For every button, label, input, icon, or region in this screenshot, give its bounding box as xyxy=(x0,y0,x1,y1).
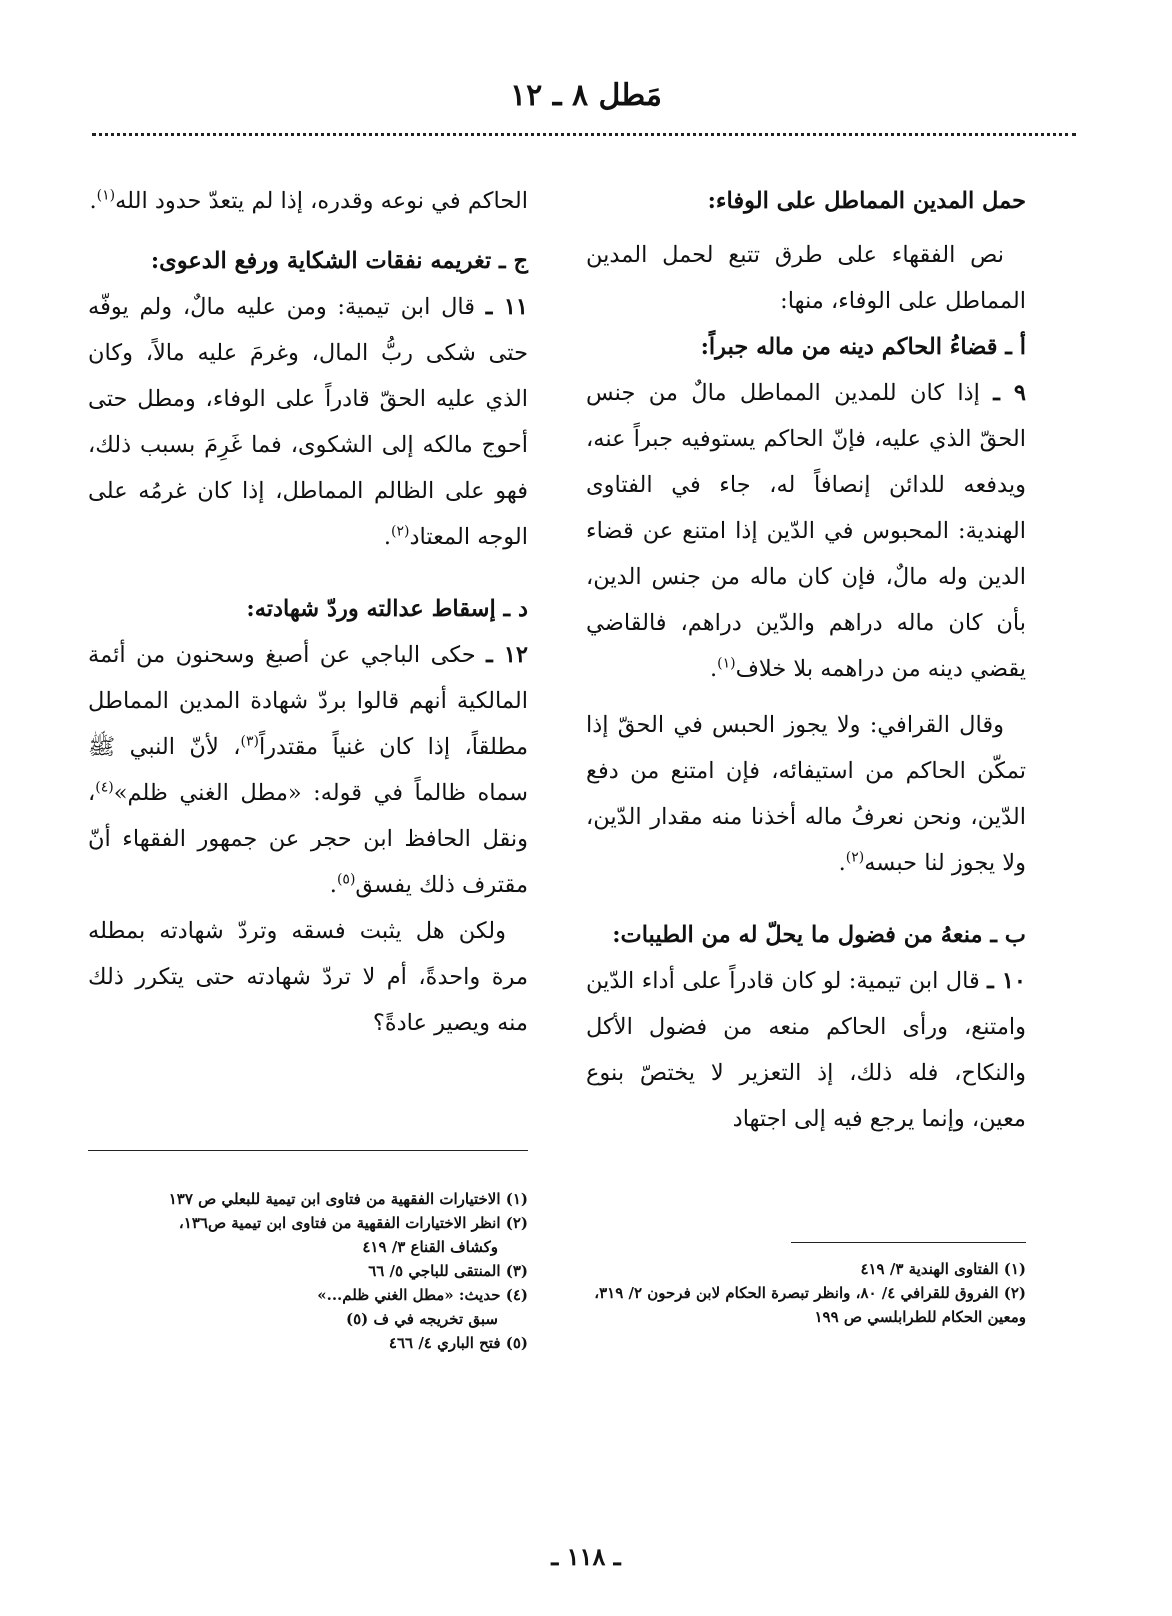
footnote-ref: (٤) xyxy=(95,779,114,796)
footnote-ref: (٢) xyxy=(845,849,865,866)
paragraph-text: إذا كان للمدين المماطل مالٌ من جنس الحقّ الذي عليه، فإنّ الحاكم يستوفيه جبراً عنه، ويدفعه للدائن إنصافاً له، جاء في الفتاوى الهندية: المحبوس في الدّين إذا امتنع عن قضاء الدين وله مالٌ، فإن كان ماله من جنس الدين، بأن كان ماله دراهم والدّين دراهم، فالقاضي يقضي دينه من دراهمه بلا خلاف xyxy=(586,380,1026,682)
left-footnotes xyxy=(88,1150,528,1355)
paragraph: الحاكم في نوعه وقدره، إذا لم يتعدّ حدود الله$^{(١)}$. xyxy=(89,187,528,214)
subsection-heading: ب ـ منعهُ من فضول ما يحلّ له من الطيبات: xyxy=(612,922,1026,948)
footnote: (٢) انظر الاختيارات الفقهية من فتاوى ابن تيمية ص١٣٦، xyxy=(178,1214,528,1232)
paragraph: ١١ ـ قال ابن تيمية: ومن عليه مالٌ، ولم يوفّه حتى شكى ربُّ المال، وغرمَ عليه مالاً، وكان الذي عليه الحقّ قادراً على الوفاء، ومطل حتى أحوج مالكه إلى الشكوى، فما غَرِمَ بسبب ذلك، فهو على الظالم المماطل، إذا كان غرمُه على الوجه المعتاد$^{(٢)}$. xyxy=(88,294,528,550)
subsection-heading: أ ـ قضاءُ الحاكم دينه من ماله جبراً: xyxy=(700,334,1026,360)
footnote: (٣) المنتقى للباجي ٥/ ٦٦ xyxy=(368,1262,528,1280)
footnote-ref: (٣) xyxy=(240,733,259,750)
paragraph: ٩ ـ إذا كان للمدين المماطل مالٌ من جنس الحقّ الذي عليه، فإنّ الحاكم يستوفيه جبراً عنه، ويدفعه للدائن إنصافاً له، جاء في الفتاوى الهندية: المحبوس في الدّين إذا امتنع عن قضاء الدين وله مالٌ، فإن كان ماله من جنس الدين، بأن كان ماله دراهم والدّين دراهم، فالقاضي يقضي دينه من دراهمه بلا خلاف$^{(١)}$. xyxy=(586,380,1026,682)
page-number: ـ ١١٨ ـ xyxy=(551,1542,621,1571)
paragraph-text: وقال القرافي: ولا يجوز الحبس في الحقّ إذا تمكّن الحاكم من استيفائه، فإن امتنع من دفع الدّين، ونحن نعرفُ ماله أخذنا منه مقدار الدّين، ولا يجوز لنا حبسه xyxy=(586,712,1026,876)
footnote: (٥) فتح الباري ٤/ ٤٦٦ xyxy=(388,1334,528,1352)
right-footnotes xyxy=(586,1242,1026,1329)
section-heading: حمل المدين المماطل على الوفاء: xyxy=(707,188,1026,214)
paragraph-number: ١٢ ـ xyxy=(486,642,528,668)
footnote-ref: (١) xyxy=(717,655,736,672)
footnote-ref: (٥) xyxy=(336,871,356,888)
paragraph-text: قال ابن تيمية: لو كان قادراً على أداء الدّين وامتنع، ورأى الحاكم منعه من فضول الأكل والنكاح، فله ذلك، إذ التعزير لا يختصّ بنوع معين، وإنما يرجع فيه إلى اجتهاد xyxy=(586,968,1026,1132)
footnote: (١) الاختيارات الفقهية من فتاوى ابن تيمية للبعلي ص ١٣٧ xyxy=(168,1190,528,1208)
paragraph: ١٢ ـ حكى الباجي عن أصبغ وسحنون من أئمة المالكية أنهم قالوا بردّ شهادة المدين المماطل مطلقاً، إذا كان غنياً مقتدراً$^{(٣)}$، لأنّ النبي ﷺ سماه ظالماً في قوله: «مطل الغني ظلم»$^{(٤)}$، ونقل الحافظ ابن حجر عن جمهور الفقهاء أنّ مقترف ذلك يفسق$^{(٥)}$. xyxy=(88,642,528,898)
subsection-heading: د ـ إسقاط عدالته وردّ شهادته: xyxy=(246,596,528,622)
paragraph-text: ، لأنّ النبي ﷺ سماه ظالماً في قوله: «مطل الغني ظلم» xyxy=(88,734,528,806)
paragraph-number: ٩ ـ xyxy=(993,380,1026,406)
paragraph-text: حكى الباجي عن أصبغ وسحنون من أئمة المالكية أنهم قالوا بردّ شهادة المدين المماطل مطلقاً، إذا كان غنياً مقتدراً xyxy=(88,642,528,760)
footnote: وكشاف القناع ٣/ ٤١٩ xyxy=(362,1238,498,1256)
footnote-rule xyxy=(791,1242,1026,1243)
paragraph-text: قال ابن تيمية: ومن عليه مالٌ، ولم يوفّه حتى شكى ربُّ المال، وغرمَ عليه مالاً، وكان الذي عليه الحقّ قادراً على الوفاء، ومطل حتى أحوج مالكه إلى الشكوى، فما غَرِمَ بسبب ذلك، فهو على الظالم المماطل، إذا كان غرمُه على الوجه المعتاد xyxy=(88,294,528,550)
paragraph: وقال القرافي: ولا يجوز الحبس في الحقّ إذا تمكّن الحاكم من استيفائه، فإن امتنع من دفع الدّين، ونحن نعرفُ ماله أخذنا منه مقدار الدّين، ولا يجوز لنا حبسه$^{(٢)}$. xyxy=(586,712,1026,876)
left-column xyxy=(88,178,528,1046)
paragraph: ولكن هل يثبت فسقه وتردّ شهادته بمطله مرة واحدةً، أم لا تردّ شهادته حتى يتكرر ذلك منه ويصير عادةً؟ xyxy=(88,918,528,1036)
footnote: سبق تخريجه في ف (٥) xyxy=(345,1310,498,1328)
footnote-rule xyxy=(88,1150,528,1151)
paragraph xyxy=(586,958,1026,1142)
footnote: (١) الفتاوى الهندية ٣/ ٤١٩ xyxy=(860,1260,1026,1278)
paragraph: نص الفقهاء على طرق تتبع لحمل المدين المماطل على الوفاء، منها: xyxy=(586,242,1026,314)
header-dotted-rule xyxy=(92,133,1076,136)
paragraph-text: الحاكم في نوعه وقدره، إذا لم يتعدّ حدود الله xyxy=(115,188,528,214)
footnote-ref: (١) xyxy=(96,187,116,204)
subsection-heading: ج ـ تغريمه نفقات الشكاية ورفع الدعوى: xyxy=(150,248,528,274)
footnote-ref: (٢) xyxy=(391,523,410,540)
paragraph-number: ١١ ـ xyxy=(485,294,528,320)
page-header-title: مَطل ٨ ـ ١٢ xyxy=(510,78,662,113)
paragraph-text: ، ونقل الحافظ ابن حجر عن جمهور الفقهاء أنّ مقترف ذلك يفسق xyxy=(88,780,528,898)
right-column xyxy=(586,178,1026,1142)
paragraph-number: ١٠ ـ xyxy=(987,968,1026,994)
footnote: (٢) الفروق للقرافي ٤/ ٨٠، وانظر تبصرة الحكام لابن فرحون ٢/ ٣١٩، ومعين الحكام للطرابلسي ص ١٩٩ xyxy=(594,1284,1026,1326)
footnote: (٤) حديث: «مطل الغني ظلم...» xyxy=(317,1286,528,1304)
